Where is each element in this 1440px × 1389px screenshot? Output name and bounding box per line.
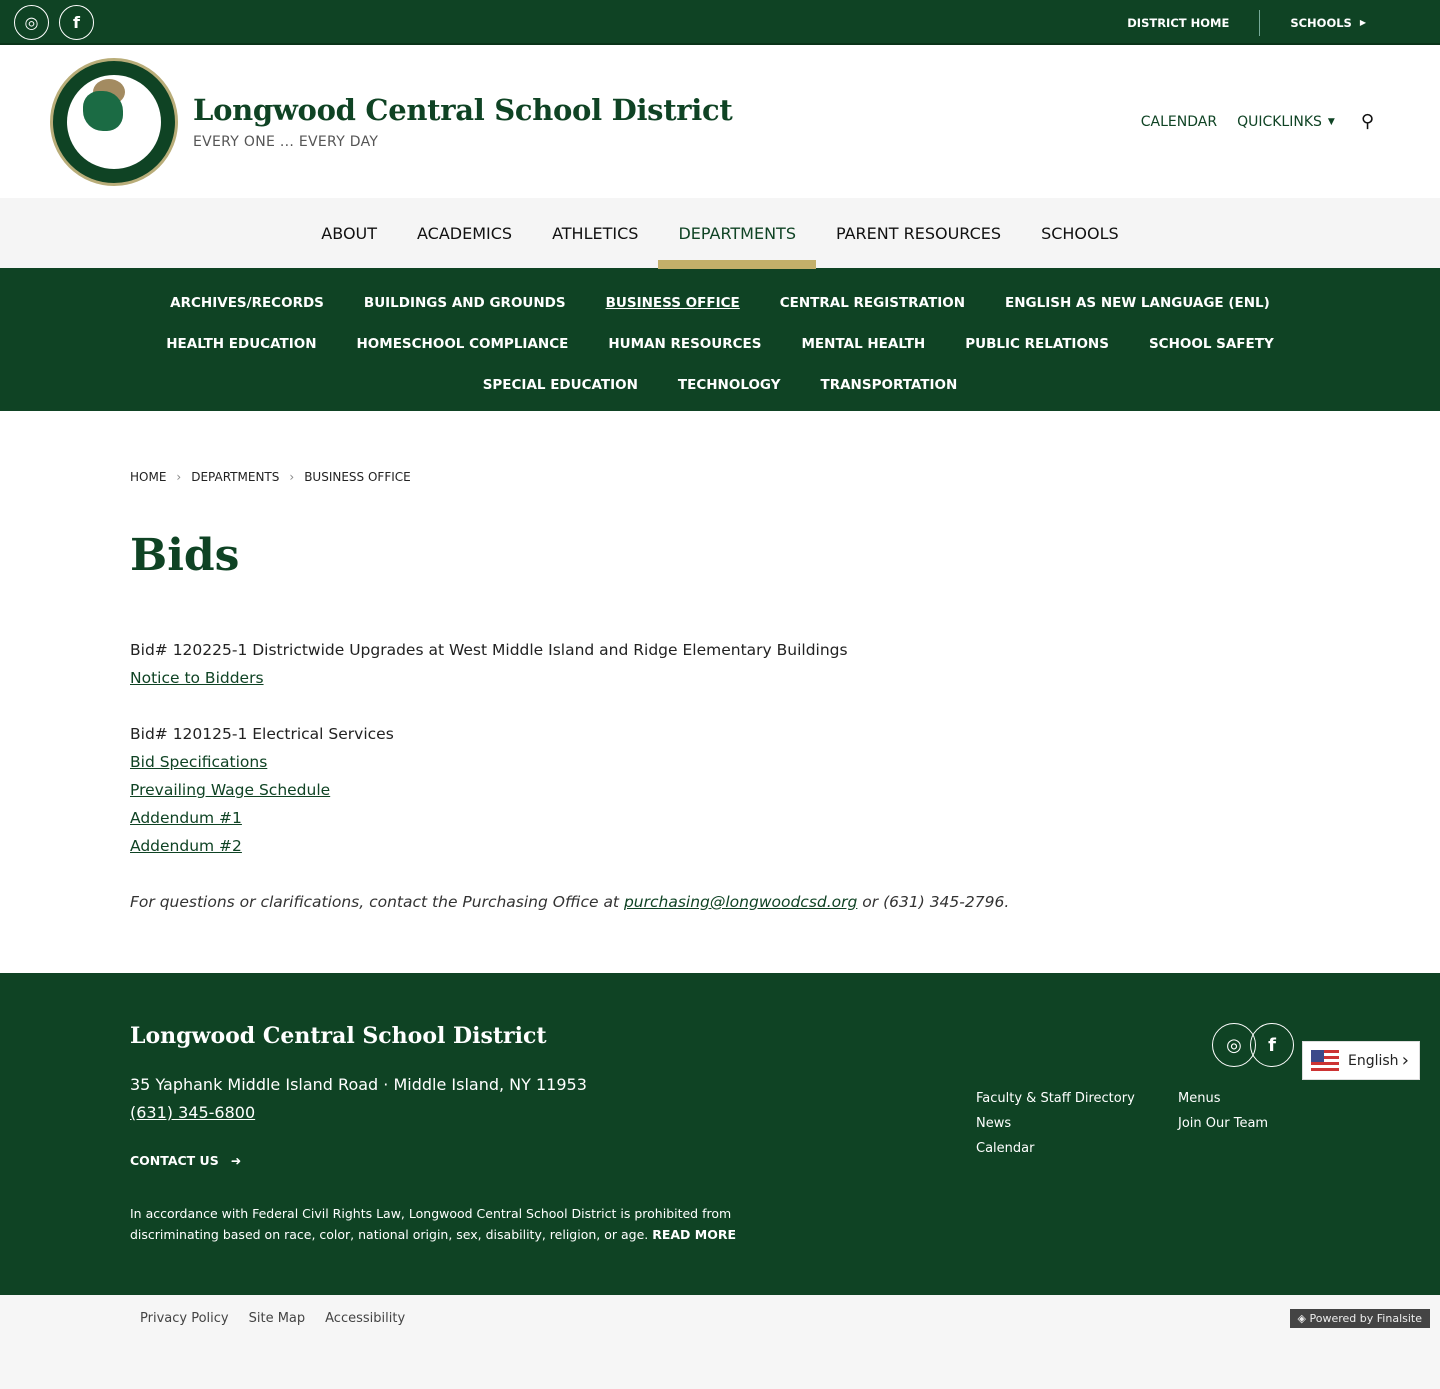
site-map-link[interactable]: Site Map	[248, 1311, 306, 1326]
page-title: Bids	[130, 530, 240, 581]
powered-by-finalsite[interactable]: ◈ Powered by Finalsite	[1290, 1309, 1430, 1328]
breadcrumb-current: BUSINESS OFFICE	[304, 470, 411, 484]
caret-right-icon: ▶	[1359, 18, 1366, 27]
facebook-icon[interactable]: f	[1250, 1023, 1294, 1067]
prevailing-wage-link[interactable]: Prevailing Wage Schedule	[130, 781, 331, 799]
main-nav	[0, 198, 1440, 268]
footer-phone-link[interactable]: (631) 345-6800	[130, 1103, 256, 1122]
quicklinks-dropdown[interactable]: QUICKLINKS	[1237, 113, 1322, 130]
footer	[0, 973, 1440, 1295]
top-bar	[0, 0, 1440, 45]
contact-note: For questions or clarifications, contact the Purchasing Office at purchasing@longwoodcsd.org or (631) 345-2796.	[130, 893, 1010, 911]
divider	[1259, 10, 1260, 36]
subnav-item[interactable]: SPECIAL EDUCATION	[482, 376, 638, 393]
subnav-item[interactable]: ENGLISH AS NEW LANGUAGE (ENL)	[1005, 294, 1270, 311]
addendum-2-link[interactable]: Addendum #2	[130, 837, 242, 855]
subnav-item[interactable]: TECHNOLOGY	[677, 376, 781, 393]
subnav-item[interactable]: CENTRAL REGISTRATION	[779, 294, 965, 311]
departments-subnav	[0, 268, 1440, 411]
accessibility-link[interactable]: Accessibility	[325, 1311, 406, 1326]
header	[0, 45, 1440, 198]
subnav-item[interactable]: MENTAL HEALTH	[801, 335, 926, 352]
language-label: English	[1348, 1052, 1399, 1069]
us-flag-icon	[1311, 1050, 1339, 1071]
site-title[interactable]: Longwood Central School District	[193, 93, 733, 127]
breadcrumb	[130, 470, 411, 484]
subnav-item[interactable]: PUBLIC RELATIONS	[965, 335, 1109, 352]
nav-parent-resources[interactable]: PARENT RESOURCES	[835, 223, 1002, 243]
chevron-right-icon: ›	[176, 470, 182, 484]
footer-title: Longwood Central School District	[130, 1023, 547, 1049]
district-logo[interactable]	[50, 58, 178, 186]
subnav-item[interactable]: HOMESCHOOL COMPLIANCE	[356, 335, 569, 352]
chevron-right-icon: ›	[289, 470, 295, 484]
footer-address: 35 Yaphank Middle Island Road · Middle Island, NY 11953	[130, 1075, 587, 1094]
subnav-item[interactable]: SCHOOL SAFETY	[1148, 335, 1274, 352]
page-content	[130, 636, 1009, 916]
nav-athletics[interactable]: ATHLETICS	[552, 223, 639, 243]
chevron-right-icon: ›	[1401, 1050, 1409, 1071]
district-home-link[interactable]: DISTRICT HOME	[1127, 15, 1230, 30]
breadcrumb-home[interactable]: HOME	[130, 470, 167, 484]
subnav-item-current[interactable]: BUSINESS OFFICE	[605, 294, 740, 311]
footer-link[interactable]: Menus	[1178, 1091, 1221, 1106]
subnav-item[interactable]: HUMAN RESOURCES	[608, 335, 762, 352]
addendum-1-link[interactable]: Addendum #1	[130, 809, 242, 827]
purchasing-email-link[interactable]: purchasing@longwoodcsd.org	[623, 893, 858, 911]
nav-departments[interactable]: DEPARTMENTS	[658, 198, 816, 268]
nav-academics[interactable]: ACADEMICS	[417, 223, 513, 243]
subnav-item[interactable]: BUILDINGS AND GROUNDS	[363, 294, 566, 311]
language-selector[interactable]	[1302, 1041, 1420, 1080]
notice-to-bidders-link[interactable]: Notice to Bidders	[130, 669, 264, 687]
privacy-policy-link[interactable]: Privacy Policy	[140, 1311, 229, 1326]
arrow-right-icon: ➜	[230, 1153, 242, 1168]
bottom-bar	[0, 1295, 1440, 1389]
search-icon[interactable]: ⚲	[1360, 111, 1374, 132]
nav-schools[interactable]: SCHOOLS	[1041, 223, 1119, 243]
facebook-icon[interactable]: f	[59, 5, 94, 40]
instagram-icon[interactable]: ◎	[1212, 1023, 1256, 1067]
read-more-link[interactable]: READ MORE	[652, 1227, 737, 1242]
schools-dropdown[interactable]: SCHOOLS	[1290, 15, 1352, 30]
nondiscrimination-notice: In accordance with Federal Civil Rights Law, Longwood Central School District is prohibited from discriminating based on race, color, national origin, sex, disability, religion, or age. READ MORE	[130, 1206, 737, 1242]
breadcrumb-departments[interactable]: DEPARTMENTS	[191, 470, 280, 484]
nav-about[interactable]: ABOUT	[321, 223, 378, 243]
subnav-item[interactable]: TRANSPORTATION	[820, 376, 958, 393]
subnav-item[interactable]: HEALTH EDUCATION	[166, 335, 317, 352]
bid-heading: Bid# 120225-1 Districtwide Upgrades at West Middle Island and Ridge Elementary Buildings	[130, 641, 848, 659]
subnav-item[interactable]: ARCHIVES/RECORDS	[170, 294, 324, 311]
bid-specifications-link[interactable]: Bid Specifications	[130, 753, 268, 771]
footer-link[interactable]: Calendar	[976, 1141, 1035, 1156]
caret-down-icon: ▼	[1327, 116, 1335, 127]
footer-link[interactable]: Faculty & Staff Directory	[976, 1091, 1135, 1106]
calendar-link[interactable]: CALENDAR	[1140, 113, 1218, 130]
instagram-icon[interactable]: ◎	[14, 5, 49, 40]
contact-us-link[interactable]: CONTACT US	[130, 1153, 219, 1168]
footer-link[interactable]: News	[976, 1116, 1012, 1131]
tagline: EVERY ONE ... EVERY DAY	[193, 134, 379, 150]
footer-link[interactable]: Join Our Team	[1178, 1116, 1269, 1131]
finalsite-icon: ◈	[1297, 1312, 1310, 1325]
bid-heading: Bid# 120125-1 Electrical Services	[130, 725, 394, 743]
